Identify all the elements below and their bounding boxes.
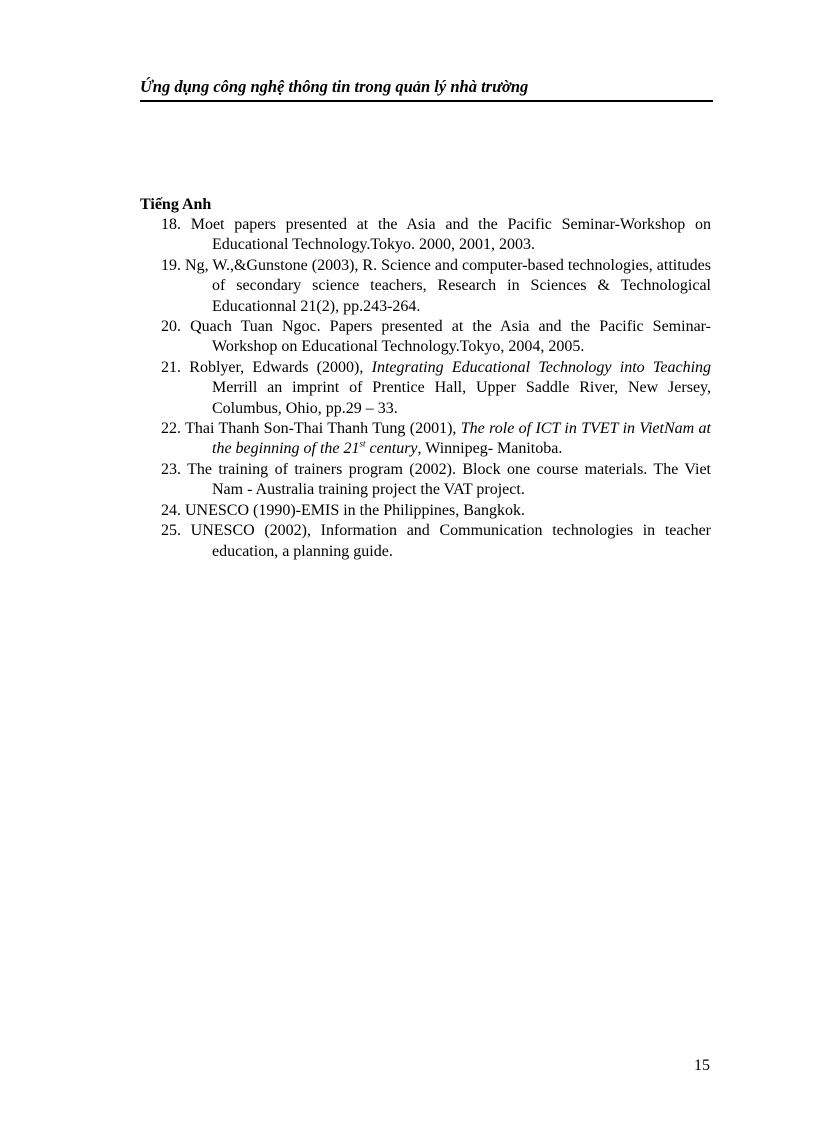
reference-number: 21. bbox=[161, 358, 181, 376]
reference-item-18 bbox=[140, 215, 711, 256]
running-header-title: Ứng dụng công nghệ thông tin trong quản lý nhà trường bbox=[140, 77, 529, 96]
reference-title-end: century bbox=[365, 440, 418, 458]
reference-text: UNESCO (1990)-EMIS in the Philippines, Bangkok. bbox=[185, 501, 525, 519]
reference-list bbox=[140, 215, 711, 562]
reference-number: 19. bbox=[161, 256, 181, 274]
reference-text bbox=[185, 420, 711, 457]
reference-item-20 bbox=[140, 317, 711, 358]
reference-authors: Roblyer, Edwards (2000), bbox=[189, 358, 372, 376]
reference-number: 24. bbox=[161, 501, 181, 519]
section-heading: Tiếng Anh bbox=[140, 196, 212, 213]
reference-item-19 bbox=[140, 256, 711, 317]
running-header bbox=[140, 74, 713, 102]
reference-text: Ng, W.,&Gunstone (2003), R. Science and computer-based technologies, attitudes of secondary science teachers, Research in Sciences & Technological Educationnal 21(2), pp.243-264. bbox=[185, 256, 712, 315]
reference-number: 20. bbox=[161, 318, 181, 336]
references-section bbox=[140, 195, 711, 562]
reference-number: 18. bbox=[161, 216, 181, 233]
reference-title: Integrating Educational Technology into Teaching bbox=[371, 358, 712, 376]
reference-authors: Thai Thanh Son-Thai Thanh Tung (2001), bbox=[185, 420, 461, 438]
reference-text: Quach Tuan Ngoc. Papers presented at the Asia and the Pacific Seminar-Workshop on Educational Technology.Tokyo, 2004, 2005. bbox=[190, 318, 711, 356]
reference-text: Moet papers presented at the Asia and the Pacific Seminar-Workshop on Educational Technology.Tokyo. 2000, 2001, 2003. bbox=[190, 216, 711, 254]
reference-number: 22. bbox=[161, 420, 181, 438]
reference-item-25 bbox=[140, 521, 711, 562]
reference-title-superscript: st bbox=[359, 439, 366, 450]
reference-text bbox=[189, 359, 711, 417]
reference-item-21 bbox=[140, 358, 711, 419]
reference-text: UNESCO (2002), Information and Communication technologies in teacher education, a planning guide. bbox=[190, 522, 712, 560]
reference-publisher: , Winnipeg- Manitoba. bbox=[417, 440, 563, 458]
page-number: 15 bbox=[694, 1057, 710, 1074]
reference-item-23 bbox=[140, 460, 711, 501]
reference-item-24 bbox=[140, 501, 711, 521]
reference-title-main: The role of ICT in TVET in VietNam at the beginning of the 21 bbox=[212, 420, 711, 458]
reference-number: 25. bbox=[161, 522, 181, 540]
reference-text: The training of trainers program (2002). Block one course materials. The Viet Nam - Australia training project the VAT project. bbox=[187, 460, 711, 499]
reference-item-22 bbox=[140, 419, 711, 460]
reference-publisher: Merrill an imprint of Prentice Hall, Upper Saddle River, New Jersey, Columbus, Ohio, pp.29 – 33. bbox=[212, 379, 711, 417]
reference-number: 23. bbox=[161, 460, 181, 478]
